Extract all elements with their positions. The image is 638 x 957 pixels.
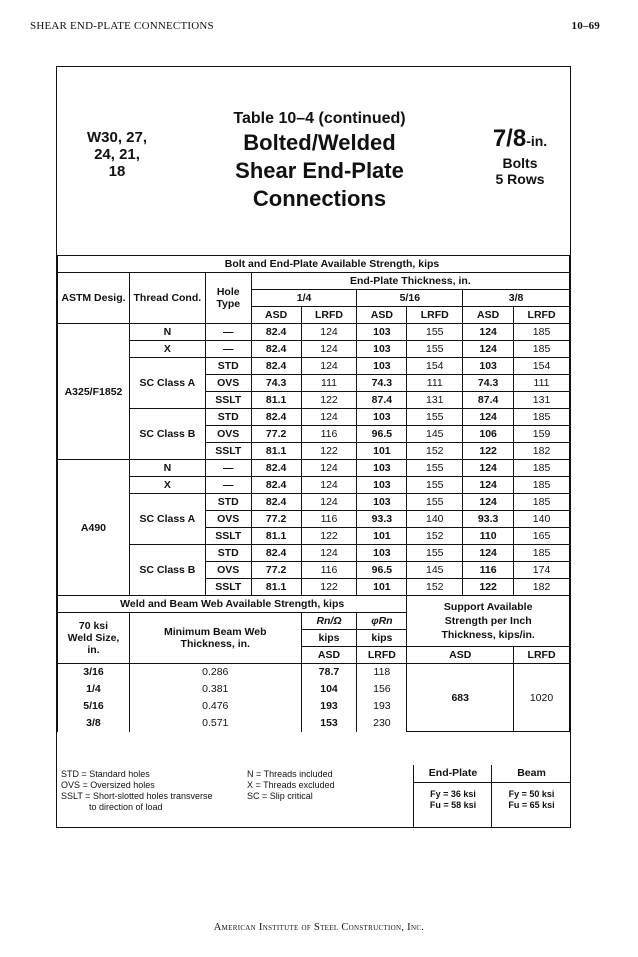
lrfd-value: 185 [514,545,570,562]
asd-value: 82.4 [251,477,301,494]
weld-asd-value: 153 [301,715,357,732]
strength-table-title: Bolt and End-Plate Available Strength, kips [58,256,570,273]
lrfd-value: 155 [407,460,463,477]
lrfd-label: LRFD [407,307,463,324]
asd-value: 81.1 [251,443,301,460]
hole-type: STD [205,494,251,511]
lrfd-value: 124 [301,494,357,511]
rows-label: 5 Rows [495,171,545,187]
astm-designation: A490 [58,460,130,596]
note-line: N = Threads included [247,769,333,779]
end-plate-fu: Fu = 58 ksi [429,800,477,810]
min-web-thickness: 0.571 [129,715,301,732]
asd-value: 82.4 [251,494,301,511]
end-plate-title: End-Plate [414,765,492,783]
thread-condition: X [129,477,205,494]
asd-value: 124 [463,545,514,562]
asd-value: 93.3 [357,511,407,528]
weld-lrfd-value: 193 [357,698,407,715]
lrfd-value: 131 [407,392,463,409]
lrfd-value: 155 [407,324,463,341]
table-id: Table 10–4 (continued) [233,110,406,127]
note-line: OVS = Oversized holes [61,780,155,790]
lrfd-value: 152 [407,443,463,460]
weld-size: 5/16 [58,698,130,715]
asd-value: 103 [357,545,407,562]
weld-asd-value: 104 [301,681,357,698]
hole-type: SSLT [205,579,251,596]
min-web-thickness: 0.476 [129,698,301,715]
asd-value: 103 [357,494,407,511]
weld-table-title: Weld and Beam Web Available Strength, kips [58,596,407,613]
shape-line: W30, 27, [86,129,148,146]
asd-value: 124 [463,494,514,511]
support-title: Support Available Strength per Inch Thickness, kips/in. [407,596,570,647]
weld-lrfd-value: 156 [357,681,407,698]
lrfd-value: 140 [514,511,570,528]
asd-value: 74.3 [463,375,514,392]
beam-fy: Fy = 50 ksi [508,789,555,799]
lrfd-value: 124 [301,477,357,494]
asd-value: 124 [463,324,514,341]
asd-value: 82.4 [251,341,301,358]
note-line: SC = Slip critical [247,791,313,801]
table-row [58,324,570,341]
table-row [58,477,570,494]
asd-value: 101 [357,528,407,545]
asd-value: 122 [463,579,514,596]
lrfd-label: LRFD [357,647,407,664]
asd-value: 124 [463,460,514,477]
lrfd-value: 116 [301,426,357,443]
asd-value: 110 [463,528,514,545]
running-header-title: SHEAR END-PLATE CONNECTIONS [30,20,214,32]
lrfd-value: 131 [514,392,570,409]
lrfd-label: LRFD [514,307,570,324]
support-lrfd-label: LRFD [514,647,570,664]
hole-type: OVS [205,375,251,392]
title-line: Connections [252,186,387,211]
thickness-3: 3/8 [463,290,570,307]
hole-type: STD [205,545,251,562]
asd-value: 124 [463,341,514,358]
col-min-web: Minimum Beam Web Thickness, in. [129,613,301,664]
asd-label: ASD [357,307,407,324]
thread-condition: SC Class A [129,358,205,409]
lrfd-value: 185 [514,494,570,511]
asd-value: 82.4 [251,409,301,426]
support-asd-label: ASD [407,647,514,664]
thread-condition: N [129,324,205,341]
hole-type: OVS [205,426,251,443]
lrfd-value: 154 [514,358,570,375]
weld-size: 1/4 [58,681,130,698]
table-frame [56,66,571,828]
thickness-2: 5/16 [357,290,463,307]
lrfd-value: 185 [514,324,570,341]
hole-type: STD [205,409,251,426]
hole-type: OVS [205,562,251,579]
lrfd-value: 154 [407,358,463,375]
asd-value: 96.5 [357,562,407,579]
asd-value: 82.4 [251,358,301,375]
lrfd-value: 124 [301,341,357,358]
table-row [58,460,570,477]
asd-value: 82.4 [251,460,301,477]
asd-value: 82.4 [251,545,301,562]
asd-label: ASD [251,307,301,324]
table-row [58,494,570,511]
shape-line: 18 [108,163,126,180]
lrfd-value: 152 [407,579,463,596]
beam-title: Beam [492,765,571,783]
table-row [58,409,570,426]
lrfd-value: 155 [407,494,463,511]
asd-value: 124 [463,477,514,494]
hole-type: OVS [205,511,251,528]
table-row [58,664,570,681]
table-row [58,341,570,358]
asd-value: 122 [463,443,514,460]
asd-value: 106 [463,426,514,443]
asd-value: 103 [357,341,407,358]
col-weld-size: 70 ksi Weld Size, in. [58,613,130,664]
support-asd-value: 683 [407,664,514,732]
asd-value: 116 [463,562,514,579]
thread-condition: SC Class B [129,545,205,596]
lrfd-value: 122 [301,443,357,460]
note-line: STD = Standard holes [61,769,150,779]
asd-value: 103 [357,477,407,494]
thread-condition: SC Class B [129,409,205,460]
hole-type: SSLT [205,392,251,409]
title-line: Shear End-Plate [235,158,404,183]
lrfd-value: 185 [514,460,570,477]
page-number: 10–69 [571,20,600,32]
asd-value: 77.2 [251,426,301,443]
weld-size: 3/8 [58,715,130,732]
title-line: Bolted/Welded [243,130,396,155]
lrfd-value: 124 [301,358,357,375]
phi-rn: φRn [357,613,407,630]
kips-label: kips [301,630,357,647]
lrfd-value: 122 [301,392,357,409]
hole-type: — [205,341,251,358]
asd-value: 103 [357,324,407,341]
weld-size: 3/16 [58,664,130,681]
weld-lrfd-value: 230 [357,715,407,732]
lrfd-value: 174 [514,562,570,579]
support-lrfd-value: 1020 [514,664,570,732]
lrfd-value: 124 [301,324,357,341]
lrfd-label: LRFD [301,307,357,324]
lrfd-value: 116 [301,562,357,579]
bolt-diameter: 7/8 [492,125,527,152]
min-web-thickness: 0.381 [129,681,301,698]
asd-value: 82.4 [251,324,301,341]
lrfd-value: 185 [514,477,570,494]
hole-type: SSLT [205,443,251,460]
table-row [58,545,570,562]
hole-type: — [205,324,251,341]
page-footer: American Institute of Steel Construction, Inc. [213,922,425,933]
lrfd-value: 182 [514,443,570,460]
shape-list [73,129,161,180]
lrfd-value: 185 [514,341,570,358]
thickness-header: End-Plate Thickness, in. [251,273,569,290]
weld-lrfd-value: 118 [357,664,407,681]
lrfd-value: 124 [301,409,357,426]
asd-label: ASD [463,307,514,324]
thread-condition: X [129,341,205,358]
lrfd-value: 145 [407,426,463,443]
asd-value: 74.3 [357,375,407,392]
table-title [202,109,437,213]
thread-abbreviations [247,769,335,802]
lrfd-value: 185 [514,409,570,426]
asd-value: 103 [463,358,514,375]
asd-label: ASD [301,647,357,664]
asd-value: 87.4 [463,392,514,409]
lrfd-value: 145 [407,562,463,579]
thickness-1: 1/4 [251,290,357,307]
title-block [57,67,570,255]
lrfd-value: 152 [407,528,463,545]
asd-value: 81.1 [251,579,301,596]
asd-value: 96.5 [357,426,407,443]
bolt-unit: -in. [526,133,548,149]
astm-designation: A325/F1852 [58,324,130,460]
hole-type: — [205,460,251,477]
hole-type: — [205,477,251,494]
kips-label: kips [357,630,407,647]
hole-type: STD [205,358,251,375]
beam-fu: Fu = 65 ksi [508,800,555,810]
weld-asd-value: 78.7 [301,664,357,681]
lrfd-value: 111 [407,375,463,392]
end-plate-fy: Fy = 36 ksi [430,789,476,799]
asd-value: 103 [357,358,407,375]
asd-value: 103 [357,409,407,426]
lrfd-value: 111 [301,375,357,392]
rn-omega: Rn/Ω [301,613,357,630]
asd-value: 101 [357,579,407,596]
lrfd-value: 155 [407,341,463,358]
note-line: X = Threads excluded [247,780,335,790]
asd-value: 87.4 [357,392,407,409]
asd-value: 124 [463,409,514,426]
table-row [58,358,570,375]
asd-value: 93.3 [463,511,514,528]
lrfd-value: 159 [514,426,570,443]
note-line: to direction of load [89,802,163,812]
lrfd-value: 182 [514,579,570,596]
notes [57,765,570,828]
thread-condition: N [129,460,205,477]
weld-asd-value: 193 [301,698,357,715]
col-hole: Hole Type [205,273,251,324]
bolts-label: Bolts [502,155,538,171]
col-thread: Thread Cond. [129,273,205,324]
lrfd-value: 124 [301,460,357,477]
lrfd-value: 111 [514,375,570,392]
lrfd-value: 165 [514,528,570,545]
bolt-size-block [480,125,560,187]
asd-value: 81.1 [251,392,301,409]
lrfd-value: 116 [301,511,357,528]
asd-value: 77.2 [251,511,301,528]
beam-material [491,765,571,828]
thread-condition: SC Class A [129,494,205,545]
lrfd-value: 155 [407,477,463,494]
note-line: SSLT = Short-slotted holes transverse [61,791,213,801]
lrfd-value: 122 [301,579,357,596]
lrfd-value: 140 [407,511,463,528]
asd-value: 74.3 [251,375,301,392]
col-astm: ASTM Desig. [58,273,130,324]
lrfd-value: 155 [407,409,463,426]
asd-value: 81.1 [251,528,301,545]
asd-value: 77.2 [251,562,301,579]
shape-line: 24, 21, [94,146,140,163]
min-web-thickness: 0.286 [129,664,301,681]
asd-value: 103 [357,460,407,477]
hole-abbreviations [61,769,213,813]
lrfd-value: 124 [301,545,357,562]
strength-table [57,255,570,732]
end-plate-material [413,765,492,828]
lrfd-value: 122 [301,528,357,545]
lrfd-value: 155 [407,545,463,562]
asd-value: 101 [357,443,407,460]
hole-type: SSLT [205,528,251,545]
